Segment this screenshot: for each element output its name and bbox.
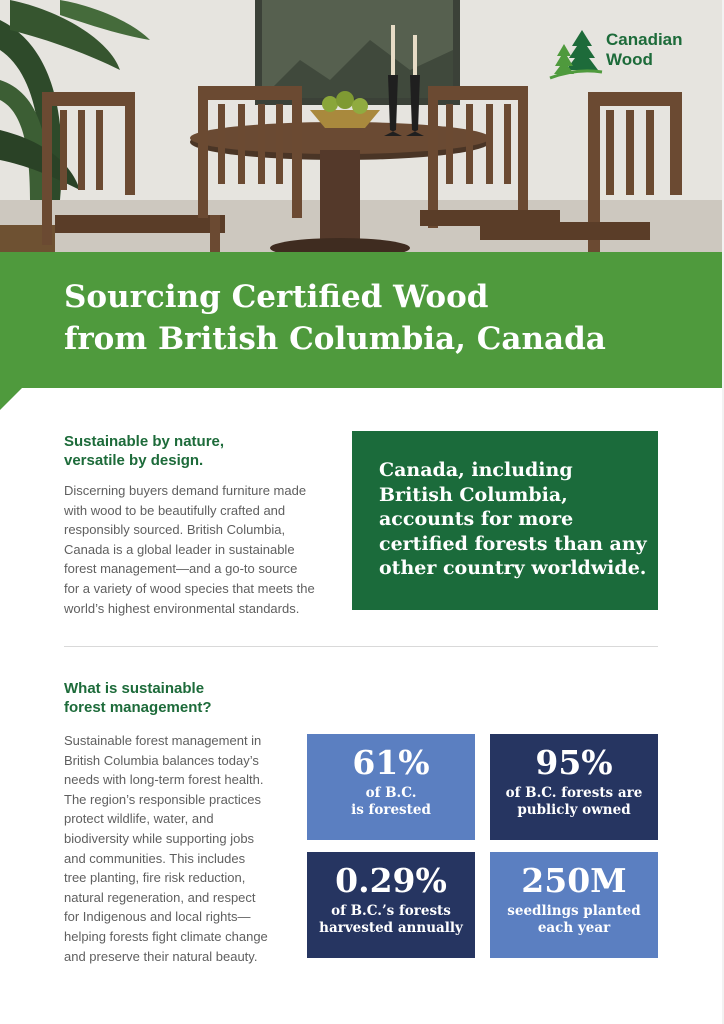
section1-heading <box>64 432 224 470</box>
stat-label-line: publicly owned <box>517 802 631 818</box>
callout-line: British Columbia, <box>379 483 568 506</box>
section2-heading-line: What is sustainable <box>64 680 205 697</box>
hero-image <box>0 0 724 262</box>
logo-line-1: Canadian <box>606 30 683 49</box>
body-line: for a variety of wood species that meets the <box>64 580 315 596</box>
body-line: for Indigenous and local rights— <box>64 909 251 925</box>
section2-heading-line: forest management? <box>64 699 212 716</box>
section1-heading-line: Sustainable by nature, <box>64 433 225 450</box>
canadian-wood-logo <box>548 26 708 82</box>
stat-value: 95% <box>535 743 613 782</box>
stat-label <box>490 903 658 937</box>
body-line: responsibly sourced. British Columbia, <box>64 522 286 538</box>
body-line: Sustainable forest management in <box>64 733 262 748</box>
callout-line: accounts for more <box>379 508 574 530</box>
body-line: and preserve their natural beauty. <box>64 948 258 964</box>
body-line: needs with long-term forest health. <box>64 772 264 788</box>
stat-label-line: is forested <box>351 802 431 818</box>
stat-label <box>307 785 475 819</box>
body-line: The region’s responsible practices <box>64 791 262 807</box>
logo-wordmark <box>606 30 683 70</box>
logo-line-2: Wood <box>606 50 653 69</box>
body-line: tree planting, fire risk reduction, <box>64 870 246 886</box>
body-line: helping forests fight climate change <box>64 928 268 944</box>
stat-label-line: of B.C. <box>365 785 417 801</box>
body-line: world’s highest environmental standards. <box>64 600 300 616</box>
body-line: biodiversity while supporting jobs <box>64 830 255 846</box>
stat-label <box>307 903 475 937</box>
stat-publicly-owned <box>490 734 658 840</box>
stat-value: 61% <box>352 743 430 782</box>
section1-body <box>64 481 315 618</box>
callout-line: certified forests than any <box>379 532 647 555</box>
stat-label <box>490 785 658 819</box>
stat-label-line: of B.C. forests are <box>505 785 643 801</box>
stat-value: 0.29% <box>335 861 447 900</box>
stat-harvested <box>307 852 475 958</box>
callout-text <box>379 458 647 581</box>
section1-heading-line: versatile by design. <box>64 452 204 469</box>
body-line: protect wildlife, water, and <box>64 811 214 827</box>
callout-line: Canada, including <box>379 459 573 481</box>
stat-label-line: each year <box>537 920 611 936</box>
stat-seedlings <box>490 852 658 958</box>
callout-box <box>352 431 658 610</box>
body-line: natural regeneration, and respect <box>64 889 256 905</box>
body-line: forest management—and a go-to source <box>64 561 298 577</box>
stat-label-line: seedlings planted <box>507 903 641 919</box>
body-line: with wood to be beautifully crafted and <box>64 502 286 518</box>
stat-label-line: harvested annually <box>319 920 463 936</box>
body-line: and communities. This includes <box>64 850 246 866</box>
body-line: Canada is a global leader in sustainable <box>64 541 295 557</box>
section2-body <box>64 731 268 966</box>
section2-heading <box>64 679 212 717</box>
page-title <box>64 276 704 360</box>
section-divider <box>64 646 658 647</box>
callout-line: other country worldwide. <box>379 557 647 579</box>
stat-value: 250M <box>521 861 627 900</box>
page-title-line-1: Sourcing Certified Wood <box>64 279 489 315</box>
trees-logo-icon <box>548 26 604 82</box>
page-title-line-2: from British Columbia, Canada <box>64 321 606 357</box>
body-line: British Columbia balances today’s <box>64 752 259 768</box>
body-line: Discerning buyers demand furniture made <box>64 483 307 498</box>
stat-forested <box>307 734 475 840</box>
stat-label-line: of B.C.’s forests <box>331 903 451 919</box>
